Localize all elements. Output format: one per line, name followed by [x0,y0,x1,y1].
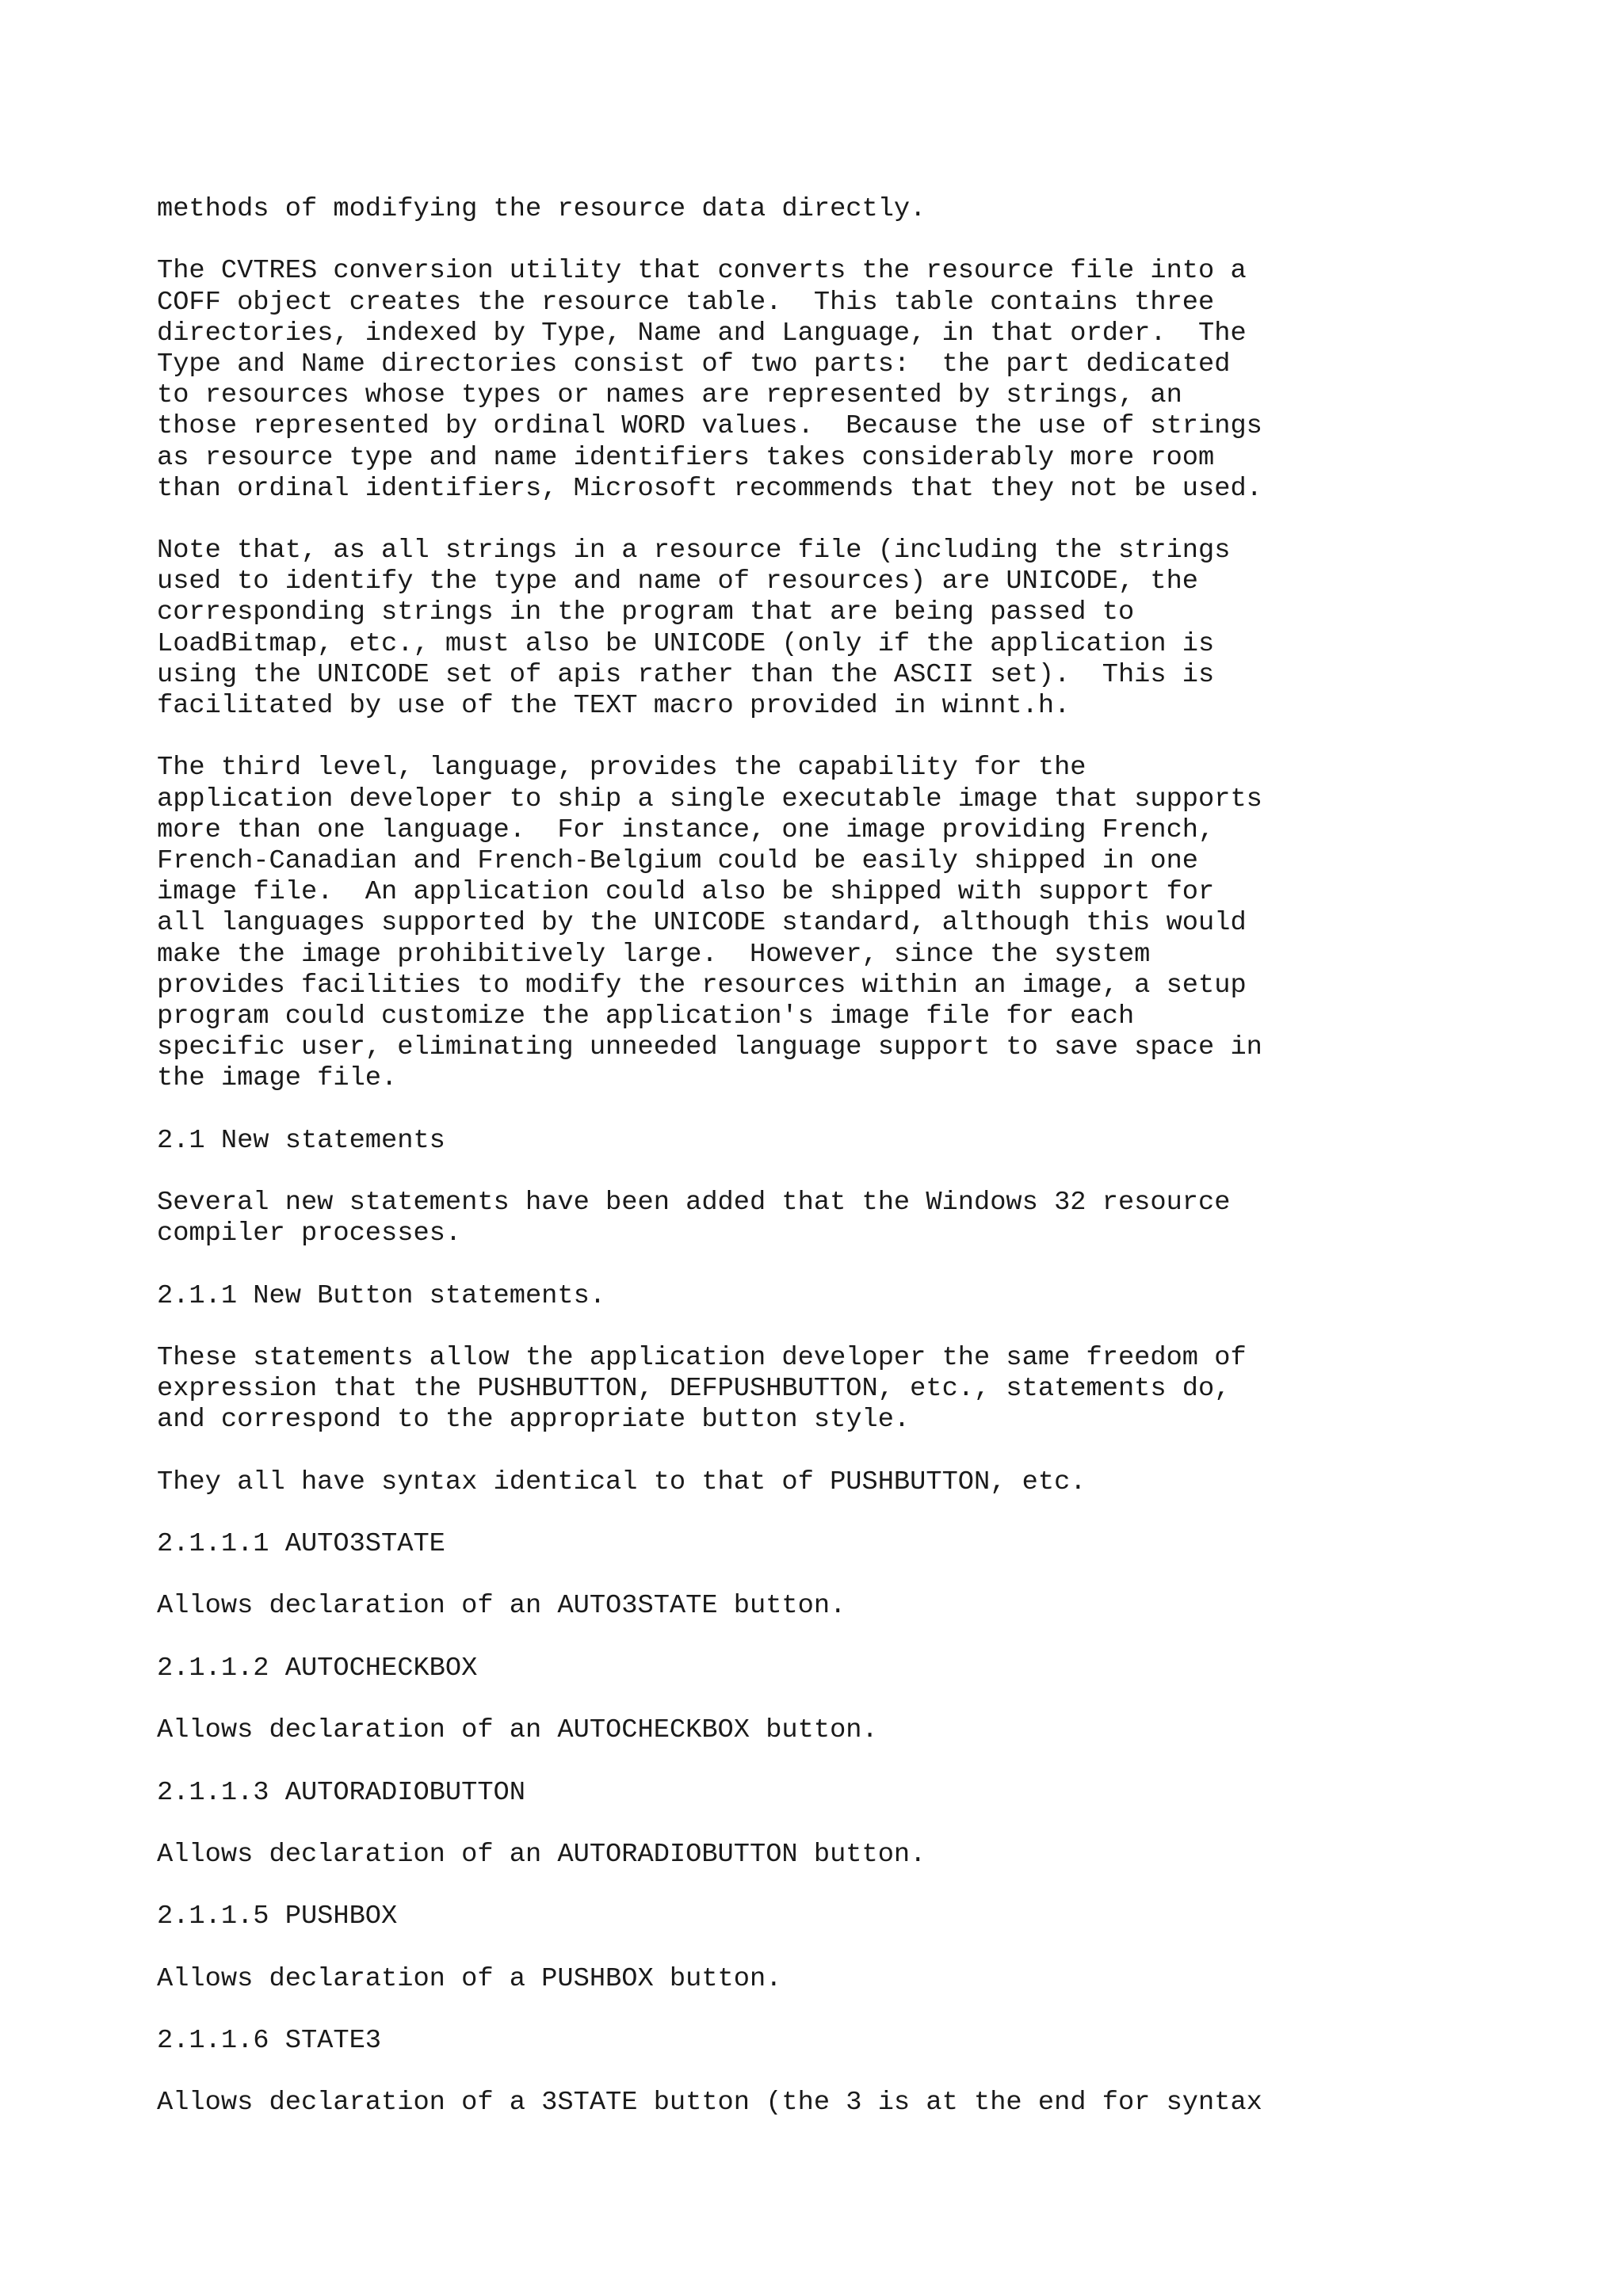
paragraph-new-statements [157,1188,1583,1249]
text-line: 2.1.1.1 AUTO3STATE [157,1529,445,1560]
document-page [157,194,1583,2150]
heading-2-1-1-2 [157,1653,1583,1684]
text-line: 2.1.1.6 STATE3 [157,2026,382,2057]
text-line: 2.1.1.5 PUSHBOX [157,1901,398,1932]
text-line: image file. An application could also be shipped with support for [157,877,1215,908]
paragraph-state3 [157,2088,1583,2119]
text-line: 2.1.1 New Button statements. [157,1280,606,1311]
paragraph-syntax [157,1467,1583,1498]
text-line: They all have syntax identical to that of PUSHBUTTON, etc. [157,1466,1086,1497]
text-line: and correspond to the appropriate button style. [157,1405,911,1436]
text-line: facilitated by use of the TEXT macro provided in winnt.h. [157,691,1071,721]
text-line: Allows declaration of an AUTOCHECKBOX button. [157,1715,878,1746]
text-line: to resources whose types or names are represented by strings, an [157,380,1182,411]
text-line: These statements allow the application developer the same freedom of [157,1342,1247,1373]
paragraph-auto3state [157,1591,1583,1622]
text-line: make the image prohibitively large. However, since the system [157,939,1151,970]
text-line: The third level, language, provides the capability for the [157,753,1086,784]
text-line: 2.1.1.3 AUTORADIOBUTTON [157,1777,525,1808]
text-line: corresponding strings in the program that are being passed to [157,597,1135,628]
paragraph-continuation [157,194,1583,225]
text-line: used to identify the type and name of resources) are UNICODE, the [157,566,1199,597]
text-line: specific user, eliminating unneeded language support to save space in [157,1032,1262,1063]
text-line: Note that, as all strings in a resource file (including the strings [157,536,1231,566]
text-line: Type and Name directories consist of two parts: the part dedicated [157,349,1231,379]
heading-2-1-1-6 [157,2026,1583,2057]
text-line: using the UNICODE set of apis rather than the ASCII set). This is [157,659,1215,690]
text-line: application developer to ship a single executable image that supports [157,784,1262,814]
heading-2-1-1-1 [157,1529,1583,1560]
paragraph-pushbox [157,1964,1583,1995]
text-line: 2.1.1.2 AUTOCHECKBOX [157,1653,478,1684]
text-line: program could customize the application's image file for each [157,1001,1135,1032]
text-line: more than one language. For instance, one image providing French, [157,814,1215,845]
paragraph-autoradiobutton [157,1840,1583,1871]
text-line: the image file. [157,1063,398,1094]
text-line: provides facilities to modify the resources within an image, a setup [157,970,1247,1001]
heading-2-1-1 [157,1281,1583,1312]
text-line: directories, indexed by Type, Name and Language, in that order. The [157,318,1247,349]
text-line: The CVTRES conversion utility that converts the resource file into a [157,256,1247,287]
heading-2-1-1-5 [157,1901,1583,1932]
text-line: methods of modifying the resource data directly. [157,194,926,224]
text-line: French-Canadian and French-Belgium could be easily shipped in one [157,845,1199,876]
text-line: Allows declaration of an AUTORADIOBUTTON button. [157,1839,926,1870]
paragraph-button-statements [157,1343,1583,1436]
paragraph-autocheckbox [157,1715,1583,1746]
text-line: Allows declaration of a 3STATE button (the 3 is at the end for syntax [157,2088,1262,2119]
heading-2-1 [157,1126,1583,1157]
text-line: 2.1 New statements [157,1125,445,1156]
text-line: COFF object creates the resource table. This table contains three [157,287,1215,318]
text-line: expression that the PUSHBUTTON, DEFPUSHBUTTON, etc., statements do, [157,1374,1231,1405]
text-line: those represented by ordinal WORD values. Because the use of strings [157,411,1262,442]
text-line: compiler processes. [157,1219,462,1249]
text-line: as resource type and name identifiers takes considerably more room [157,442,1215,473]
paragraph-language-level [157,753,1583,1094]
text-line: Allows declaration of an AUTO3STATE button. [157,1591,846,1622]
text-line: than ordinal identifiers, Microsoft recommends that they not be used. [157,473,1262,504]
paragraph-cvtres [157,256,1583,505]
paragraph-unicode-note [157,536,1583,722]
text-line: all languages supported by the UNICODE standard, although this would [157,908,1247,939]
heading-2-1-1-3 [157,1778,1583,1809]
text-line: LoadBitmap, etc., must also be UNICODE (only if the application is [157,628,1215,659]
text-line: Several new statements have been added that the Windows 32 resource [157,1188,1231,1218]
text-line: Allows declaration of a PUSHBOX button. [157,1963,782,1994]
